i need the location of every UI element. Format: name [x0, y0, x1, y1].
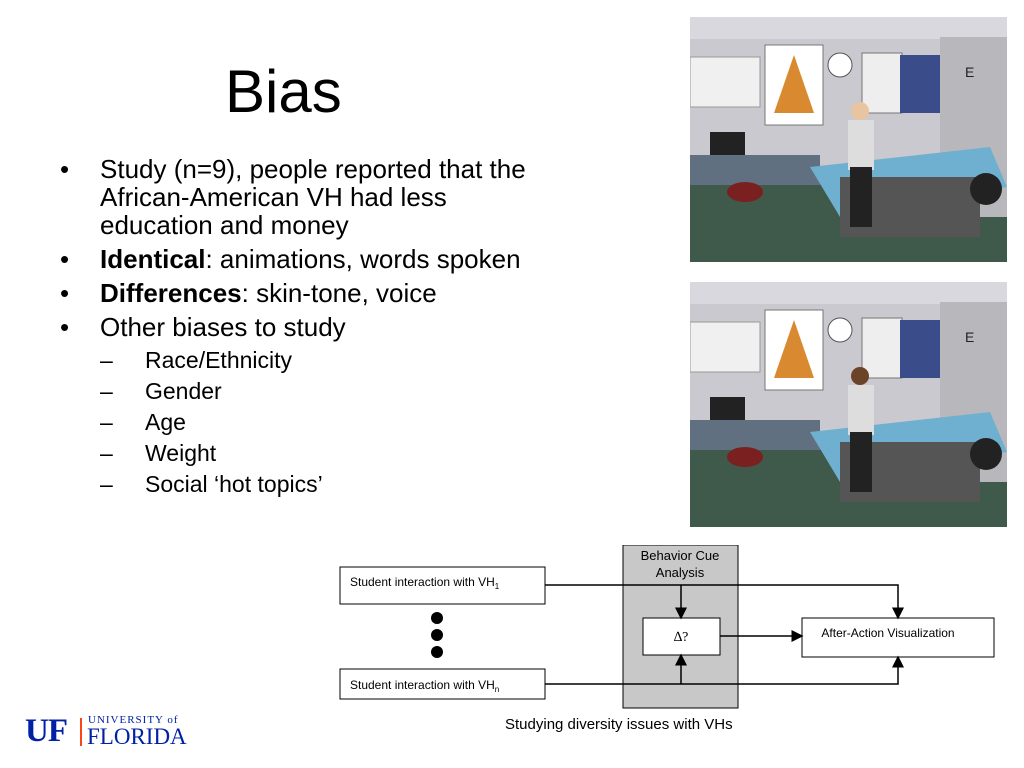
- student-vhn-label: Student interaction with $VH_n$: [350, 678, 500, 694]
- uf-logo: [25, 714, 185, 748]
- sub-bullet-item: – Weight: [100, 438, 528, 469]
- bullet-item: • Study (n=9), people reported that the African-American VH had less education and money: [58, 155, 528, 239]
- virtual-human-image-1: [690, 17, 1007, 262]
- ellipsis-dot: [431, 629, 443, 641]
- student-vh1-label: Student interaction with $VH_1$: [350, 575, 500, 591]
- bullet-item: • Identical: animations, words spoken: [58, 245, 528, 273]
- behavior-cue-label-line2: Analysis: [655, 565, 705, 580]
- bias-flow-diagram: [330, 545, 1010, 715]
- uf-logo-divider: [80, 718, 82, 746]
- bullet-list: [58, 155, 528, 506]
- diagram-caption: Studying diversity issues with VHs: [505, 716, 733, 733]
- ellipsis-dot: [431, 612, 443, 624]
- uf-logo-university: UNIVERSITY of: [88, 714, 179, 726]
- svg-text:E: E: [965, 64, 975, 80]
- delta-label: ∆?: [673, 630, 689, 645]
- behavior-cue-label-line1: Behavior Cue: [640, 548, 720, 563]
- uf-logo-florida: FLORIDA: [87, 724, 187, 749]
- bullet-item: • Differences: skin-tone, voice: [58, 279, 528, 307]
- uf-logo-mark: UF: [25, 713, 67, 749]
- svg-text:E: E: [965, 329, 975, 345]
- sub-bullet-item: – Gender: [100, 376, 528, 407]
- sub-bullet-item: – Social ‘hot topics’: [100, 469, 528, 500]
- sub-bullet-item: – Age: [100, 407, 528, 438]
- after-action-label: After-Action Visualization: [821, 626, 955, 640]
- ellipsis-dot: [431, 646, 443, 658]
- slide-title: Bias: [225, 58, 342, 125]
- sub-bullet-item: – Race/Ethnicity: [100, 345, 528, 376]
- virtual-human-image-2: [690, 282, 1007, 527]
- sub-bullet-list: [100, 345, 528, 500]
- bullet-item: • Other biases to study – Race/Ethnicity – Gender – Age – Weight – Social ‘hot topics’: [58, 313, 528, 500]
